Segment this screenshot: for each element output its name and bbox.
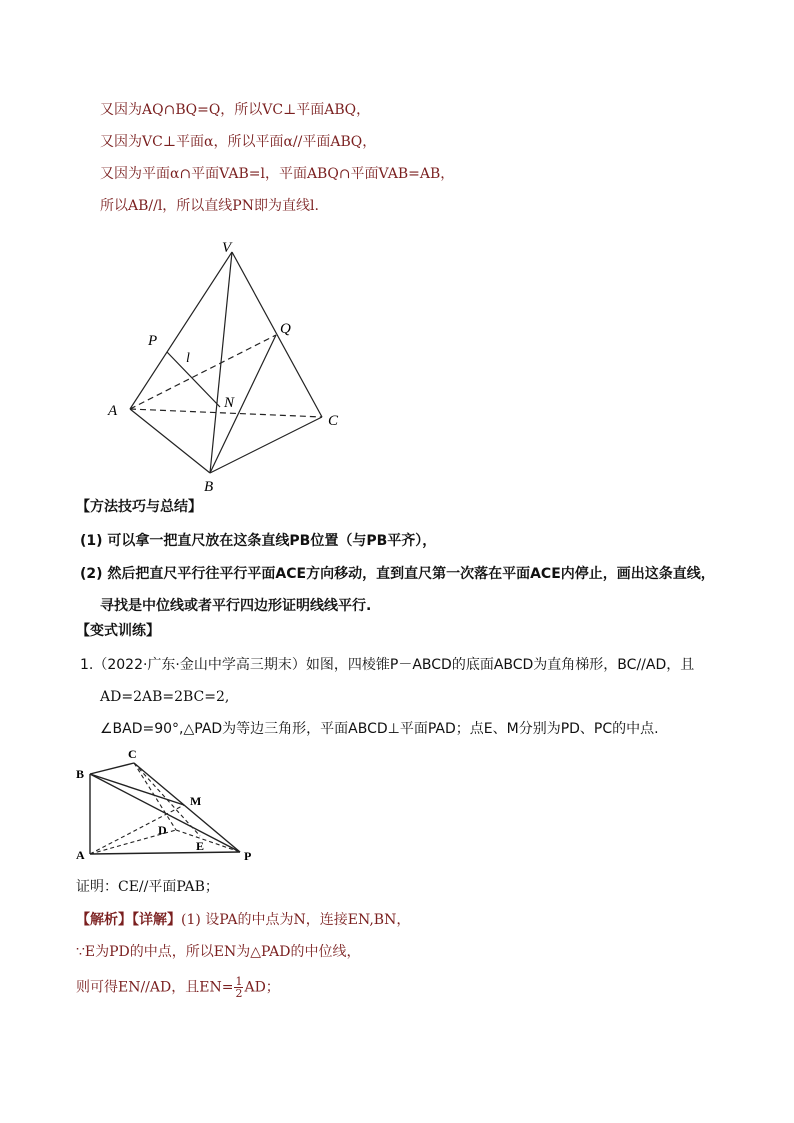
edge-bq [210,335,276,473]
prove-statement: 证明：CE//平面PAB； [76,879,219,895]
label-c: C [128,747,137,761]
analysis-line-1 [76,910,410,930]
label-c: C [328,413,339,429]
question-1-line-3: ∠BAD=90°,△PAD为等边三角形，平面ABCD⊥平面PAD；点E、M分别为PD、PC的中点. [100,721,659,737]
analysis-line-3 [76,976,280,999]
analysis-line-3-tail: AD； [244,979,280,996]
label-l: l [186,351,190,366]
pyramid-figure [68,742,268,867]
proof-line-1: 又因为AQ∩BQ=Q，所以VC⊥平面ABQ， [100,102,371,118]
analysis-line-3-text: 则可得EN//AD，且EN= [76,979,234,996]
label-v: V [222,240,232,256]
edge-ab [130,409,210,473]
label-d: D [158,823,167,837]
method-item-1: (1) 可以拿一把直尺放在这条直线PB位置（与PB平齐）， [80,533,437,549]
label-e: E [196,839,205,853]
proof-line-2: 又因为VC⊥平面α，所以平面α//平面ABQ， [100,134,377,150]
edge-ap [90,852,240,854]
edge-bm [90,774,184,805]
label-a: A [76,848,85,862]
question-1-line-2: AD=2AB=2BC=2, [100,689,230,705]
line-l [167,352,220,407]
edge-dp-dashed [176,830,240,852]
tetrahedron-figure [100,235,360,495]
proof-line-4: 所以AB//l，所以直线PN即为直线l. [100,198,319,214]
method-heading: 【方法技巧与总结】 [76,499,202,515]
label-p: P [244,849,252,863]
fraction-one-half [234,976,243,999]
fraction-denominator: 2 [235,987,243,1000]
edge-am-dashed [90,805,184,854]
label-m: M [190,794,202,808]
method-item-3: 寻找是中位线或者平行四边形证明线线平行. [100,598,372,614]
edge-vc [232,252,322,417]
label-n: N [224,395,235,411]
edge-bc [90,763,134,774]
question-1-line-1: 1.（2022·广东·金山中学高三期末）如图，四棱锥P－ABCD的底面ABCD为直角梯形，BC//AD，且 [80,657,695,673]
analysis-line-1-text: (1) 设PA的中点为N，连接EN,BN， [181,912,411,928]
variant-heading: 【变式训练】 [76,623,160,639]
edge-va [130,252,232,409]
edge-cp [134,763,240,852]
edge-bc [210,417,322,473]
label-b: B [204,479,214,495]
label-a: A [108,403,118,419]
analysis-line-2: ∵E为PD的中点，所以EN为△PAD的中位线， [76,944,361,960]
fraction-numerator: 1 [235,975,243,988]
method-item-2: (2) 然后把直尺平行往平行平面ACE方向移动，直到直尺第一次落在平面ACE内停止，画出这条直线， [80,566,715,582]
proof-line-3: 又因为平面α∩平面VAB=l，平面ABQ∩平面VAB=AB， [100,166,455,182]
label-q: Q [280,321,291,337]
label-b: B [76,767,85,781]
analysis-tag: 【解析】【详解】 [76,912,181,928]
label-p: P [148,333,158,349]
